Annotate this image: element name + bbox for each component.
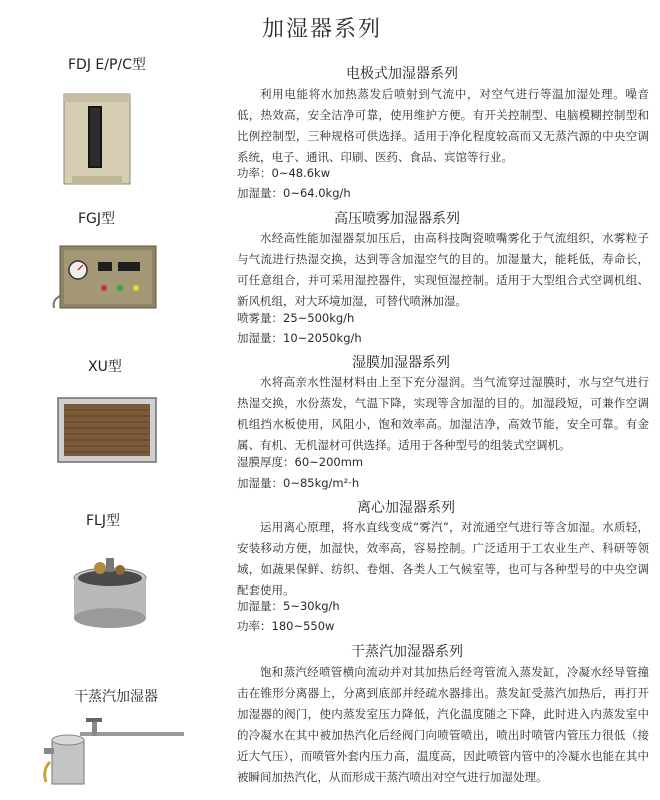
centrifugal-humidifier-image <box>68 556 152 636</box>
spec-line: 功率：180~550w <box>237 619 335 633</box>
spec-line: 加湿量：0~85kg/m²·h <box>237 476 360 490</box>
section-title: 电极式加湿器系列 <box>346 66 458 82</box>
model-label: FDJ E/P/C型 <box>68 57 146 73</box>
section-title: 高压喷雾加湿器系列 <box>334 211 460 227</box>
section-description: 水经高性能加湿器泵加压后，由高科技陶瓷喷嘴雾化于气流组织，水雾粒子与气流进行热湿交换，达到等含加湿空气的目的。加湿量大，能耗低，寿命长，可任意组合，并可采用湿控器件，实现恒湿控制。适用于大型组合式空调机组、新风机组，对大环境加湿，可替代喷淋加湿。 <box>237 231 649 308</box>
model-label: 干蒸汽加湿器 <box>74 689 158 705</box>
section-title: 离心加湿器系列 <box>357 500 455 516</box>
section-description: 运用离心原理，将水直线变成“雾汽”，对流通空气进行等含加湿。水质轻，安装移动方便，加湿快，效率高，容易控制。广泛适用于工农业生产、科研等领域，如蔬果保鲜、纺织、卷烟、各类人工气候室等，也可与各种型号的中央空调配套使用。 <box>237 520 649 597</box>
spec-line: 功率：0~48.6kw <box>237 166 331 180</box>
electrode-humidifier-image <box>62 92 134 192</box>
section-description: 水将高亲水性湿材料由上至下充分湿润。当气流穿过湿膜时，水与空气进行热湿交换，水份蒸发，气温下降，实现等含加湿的目的。加湿段短，可兼作空调机组挡水板使用，风阻小，饱和效率高。加湿洁净，高效节能，安全可靠。有金属、有机、无机湿材可供选择。适用于各种型号的组装式空调机。 <box>237 375 649 452</box>
spec-line: 加湿量：0~64.0kg/h <box>237 186 351 200</box>
section-title: 湿膜加湿器系列 <box>352 355 450 371</box>
model-label: XU型 <box>88 359 122 375</box>
section-description: 饱和蒸汽经喷管横向流动并对其加热后经弯管流入蒸发缸，冷凝水经导管撞击在锥形分离器上，分离到底部并经疏水器排出。蒸发缸受蒸汽加热后，再打开加湿器的阀门，使内蒸发室压力降低，汽化温度随之下降，此时进入内蒸发室中的冷凝水在其中被加热汽化后经阀门向喷管喷出，喷出时喷管内管压力很低（接近大气压），而喷管外套内压力高，温度高，因此喷管内管中的冷凝水也能在其中被瞬间加热汽化，从而形成干蒸汽喷出对空气进行加湿处理。 <box>237 665 649 784</box>
section-title: 干蒸汽加湿器系列 <box>351 644 463 660</box>
section-description: 利用电能将水加热蒸发后喷射到气流中，对空气进行等温加湿处理。噪音低，热效高，安全洁净可靠，使用维护方便。有开关控制型、电脑模糊控制型和比例控制型，三种规格可供选择。适用于净化程度较高而又无蒸汽源的中央空调系统，电子、通讯、印刷、医药、食品、宾馆等行业。 <box>237 87 649 164</box>
spec-line: 加湿量：10~2050kg/h <box>237 331 362 345</box>
model-label: FLJ型 <box>86 513 120 529</box>
spec-line: 湿膜厚度：60~200mm <box>237 455 364 469</box>
model-label: FGJ型 <box>78 211 116 227</box>
spec-line: 加湿量：5~30kg/h <box>237 599 340 613</box>
page-title: 加湿器系列 <box>262 17 383 42</box>
spec-line: 喷雾量：25~500kg/h <box>237 311 355 325</box>
dry-steam-humidifier-image <box>36 712 186 792</box>
spray-humidifier-image <box>50 238 160 318</box>
wet-film-humidifier-image <box>56 396 158 466</box>
